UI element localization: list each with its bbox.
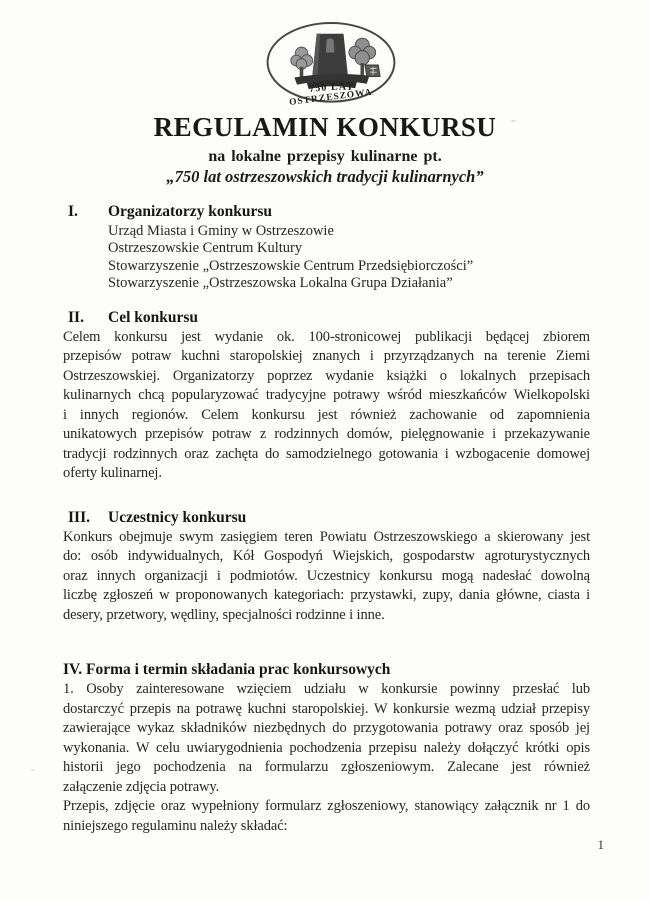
section-submission	[63, 660, 590, 836]
document-title: REGULAMIN KONKURSU	[153, 112, 497, 142]
text-line: 1. Osoby zainteresowane wzięciem udziału w konkursie powinny przesłać lub	[63, 681, 590, 698]
section-goal	[63, 308, 590, 484]
text-line: do: osób indywidualnych, Kół Gospodyń Wiejskich, gospodarstw agroturystycznych	[63, 548, 590, 565]
section-organizers	[63, 202, 590, 293]
section-paragraph	[63, 680, 590, 797]
text-line: zawierające wykaz składników niezbędnych do przygotowania potrawy oraz sposób jej	[63, 720, 590, 737]
text-line: liczbę zgłoszeń w proponowanych kategoriach: przystawki, zupy, dania główne, ciasta i	[63, 587, 590, 604]
text-line: desery, przetwory, wędliny, specjalności rodzinne i inne.	[63, 606, 385, 623]
section-heading: IV. Forma i termin składania prac konkursowych	[63, 661, 391, 679]
section-heading-row	[63, 308, 590, 327]
logo	[0, 0, 650, 110]
section-participants	[63, 508, 590, 626]
text-line: unikatowych przepisów potraw z rodzinnych domów, pielęgnowanie i przekazywanie	[63, 426, 590, 443]
castle-emblem-icon	[264, 20, 398, 110]
logo-text-bottom: OSTRZESZOWA	[288, 87, 374, 108]
text-line: Celem konkursu jest wydanie ok. 100-stronicowej publikacji będącej zbiorem	[63, 328, 590, 345]
section-heading: Cel konkursu	[108, 308, 199, 326]
document-subtitle-quote: „750 lat ostrzeszowskich tradycji kulinarnych”	[166, 167, 484, 186]
text-line: Ostrzeszowskiej. Organizatorzy poprzez wydanie książki o lokalnych przepisach	[63, 367, 590, 384]
section-heading-row	[63, 508, 590, 527]
text-line: i innych regionów. Celem konkursu jest również zachowanie od zapomnienia	[63, 406, 590, 423]
text-line: wykonania. W celu uwiarygodnienia pochodzenia przepisu należy dołączyć krótki opis	[63, 739, 590, 756]
page-number: 1	[597, 837, 604, 852]
text-line: dostarczyć przepis na potrawę kuchni staropolskiej. W konkursie wezmą udział przepisy	[63, 700, 590, 717]
scan-speck	[511, 120, 516, 122]
section-numeral: II.	[68, 308, 84, 326]
section-paragraph	[63, 797, 590, 836]
text-line: Ostrzeszowskie Centrum Kultury	[108, 240, 303, 257]
document-body	[63, 202, 590, 836]
text-line: załączenie zdjęcia potrawy.	[63, 778, 220, 795]
section-heading-row	[63, 202, 590, 221]
text-line: Stowarzyszenie „Ostrzeszowska Lokalna Grupa Działania”	[108, 275, 453, 292]
text-line: historii jego pochodzenia na formularzu zgłoszeniowym. Zalecane jest również	[63, 759, 590, 776]
section-heading: Uczestnicy konkursu	[108, 508, 247, 526]
text-line: niniejszego regulaminu należy składać:	[63, 817, 288, 834]
text-line: Stowarzyszenie „Ostrzeszowskie Centrum Przedsiębiorczości”	[108, 257, 474, 274]
document-subtitle: na lokalne przepisy kulinarne pt.	[208, 148, 442, 165]
text-line: tradycji rodzinnych oraz zachęta do samodzielnego gotowania i wzbogacenie domowej	[63, 445, 590, 462]
section-numeral: I.	[68, 203, 78, 220]
section-paragraph	[63, 328, 590, 484]
text-line: Konkurs obejmuje swym zasięgiem teren Powiatu Ostrzeszowskiego a skierowany jest	[63, 528, 590, 545]
section-heading: Organizatorzy konkursu	[108, 203, 273, 220]
organizer-list	[63, 223, 590, 293]
text-line: oraz innych organizacji i podmiotów. Uczestnicy konkursu mogą nadesłać dowolną	[63, 567, 590, 584]
text-line: Przepis, zdjęcie oraz wypełniony formularz zgłoszeniowy, stanowiący załącznik nr 1 do	[63, 798, 590, 815]
text-line: oferty kulinarnej.	[63, 465, 162, 482]
text-line: przepisów potraw kuchni staropolskiej znanych i przyrządzanych na terenie Ziemi	[63, 348, 590, 365]
text-line: Urząd Miasta i Gminy w Ostrzeszowie	[108, 223, 334, 239]
text-line: kulinarnych chcą popularyzować tradycyjne potrawy wśród mieszkańców Wielkopolski	[63, 387, 590, 404]
section-numeral: III.	[68, 508, 90, 526]
scan-speck	[31, 769, 34, 771]
logo-text-top: 750 LAT	[308, 81, 355, 96]
section-paragraph	[63, 528, 590, 626]
